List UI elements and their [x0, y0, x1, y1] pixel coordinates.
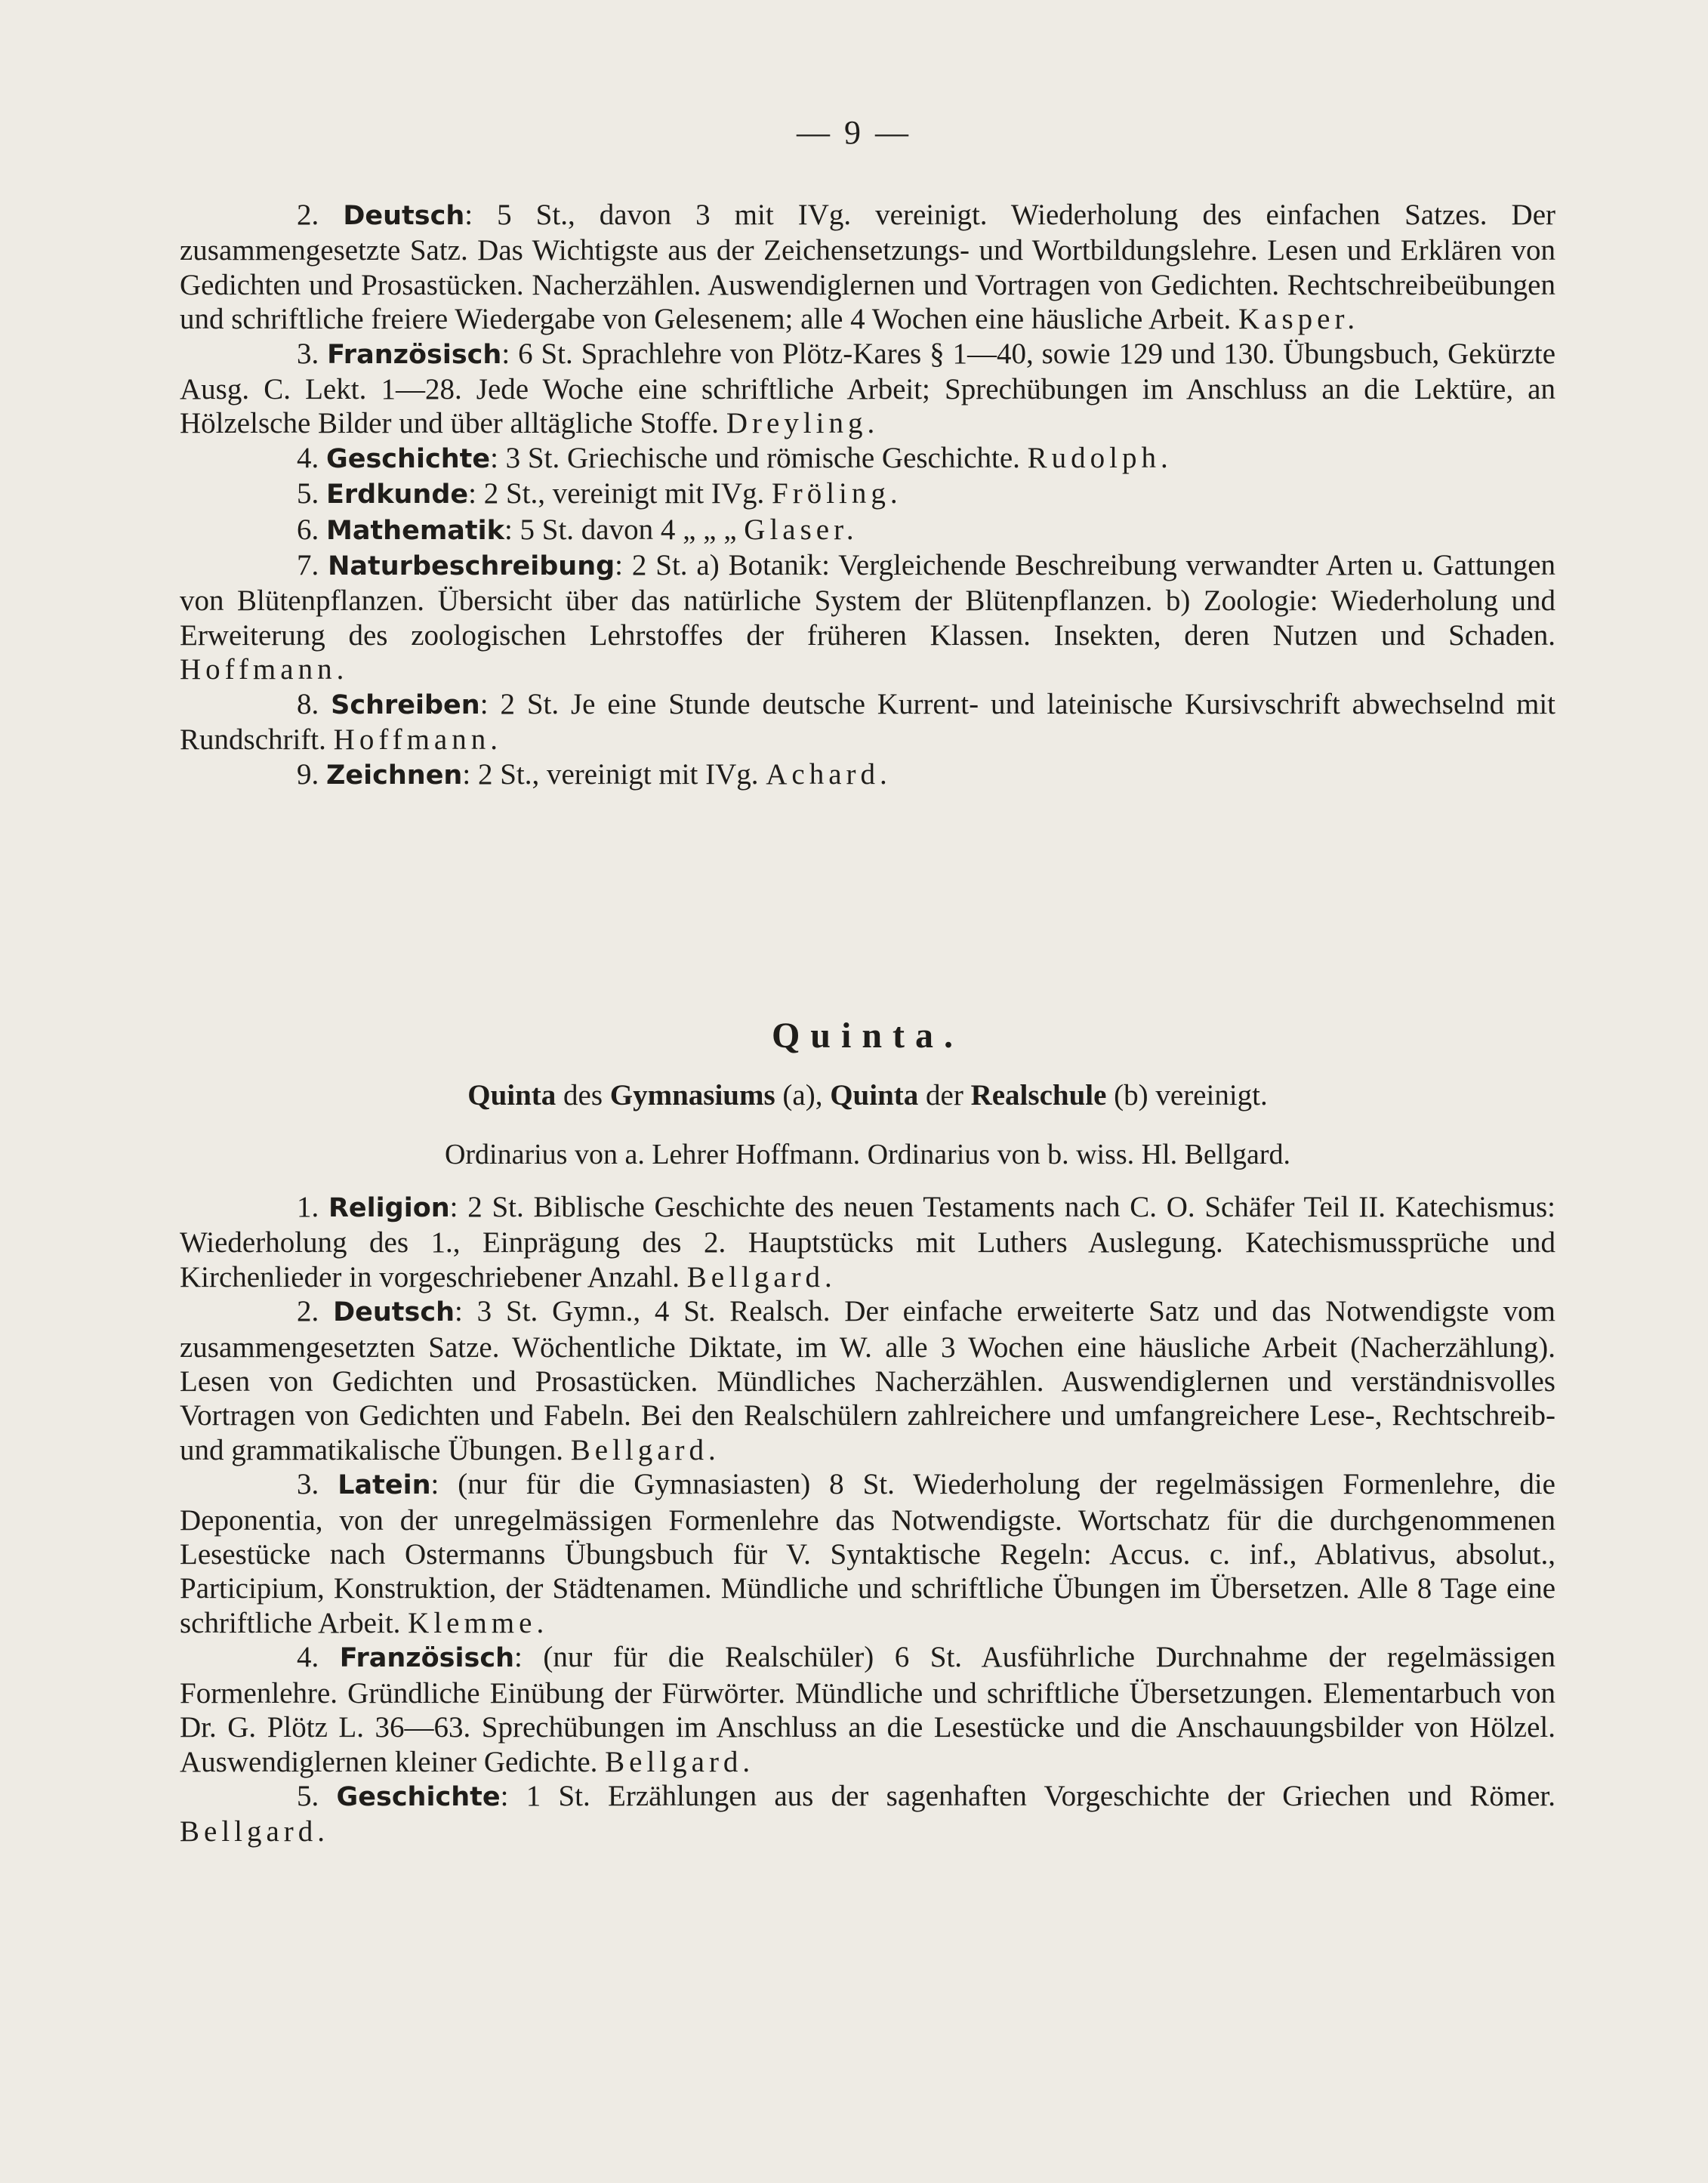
entry-text: : 3 St. Gymn., 4 St. Realsch. Der einfache erweiterte Satz und das Notwendigste vom zusammengesetzten Satze. Wöchentliche Diktate, im W. alle 3 Wochen eine häusliche Arbeit (Nacherzählung). Lesen von Gedichten und Prosastücken. Mündliches Nacherzählen. Auswendiglernen und verständnisvolles Vortragen von Gedichten und Fabeln. Bei den Realschülern zahlreichere und umfangreichere Lese-, Rechtschreib- und grammatikalische Übungen.: [180, 1295, 1556, 1466]
subheading-word: Gymnasiums: [609, 1079, 775, 1112]
entry-text: : 2 St., vereinigt mit IVg.: [468, 477, 765, 510]
page-number: — 9 —: [797, 114, 911, 151]
subheading-word: Quinta: [467, 1079, 556, 1112]
entry-number: 3.: [297, 1468, 319, 1501]
section-heading: Quinta.: [771, 1016, 964, 1056]
subject-heading: Deutsch: [343, 201, 465, 231]
entry-religion: [180, 1190, 1555, 1294]
entry-geschichte: [180, 1779, 1555, 1849]
teacher-name: Hoffmann.: [333, 723, 502, 757]
entry-franzoesisch: [180, 1640, 1555, 1779]
subheading-word: Quinta: [830, 1079, 919, 1112]
section-subheading: [180, 1077, 1555, 1115]
teacher-name: Fröling.: [772, 477, 902, 510]
subject-heading: Latein: [338, 1470, 431, 1501]
subheading-word: der: [926, 1079, 963, 1112]
teacher-name: Glaser.: [744, 513, 859, 546]
entry-number: 7.: [297, 549, 319, 582]
teacher-name: Bellgard.: [180, 1815, 330, 1848]
entry-latein: [180, 1467, 1555, 1640]
subject-list-upper: [180, 198, 1555, 793]
entry-text: : 1 St. Erzählungen aus der sagenhaften Vorgeschichte der Griechen und Römer.: [500, 1779, 1555, 1812]
entry-number: 2.: [297, 199, 319, 231]
entry-text: : 2 St. a) Botanik: Vergleichende Beschreibung verwandter Arten u. Gattungen von Blütenpflanzen. Übersicht über das natürliche System der Blütenpflanzen. b) Zoologie: Wiederholung und Erweiterung des zoologischen Lehrstoffes der früheren Klassen. Insekten, deren Nutzen und Schaden.: [180, 549, 1555, 652]
ordinarius-line: Ordinarius von a. Lehrer Hoffmann. Ordinarius von b. wiss. Hl. Bellgard.: [444, 1139, 1291, 1170]
entry-number: 5.: [297, 477, 319, 510]
subject-heading: Erdkunde: [326, 479, 469, 510]
entry-number: 6.: [297, 513, 319, 546]
entry-text: : (nur für die Realschüler) 6 St. Ausführliche Durchnahme der regelmässigen Formenlehre. Gründliche Einübung der Fürwörter. Mündliche und schriftliche Übersetzungen. Elementarbuch von Dr. G. Plötz L. 36—63. Sprechübungen im Anschluss an die Lesestücke und die Anschauungsbilder von Hölzel. Auswendiglernen kleiner Gedichte.: [180, 1641, 1555, 1778]
subject-heading: Zeichnen: [326, 760, 463, 791]
teacher-name: Klemme.: [408, 1606, 549, 1639]
subject-heading: Französisch: [339, 1643, 515, 1674]
entry-text: : 5 St. davon 4 „ „ „: [504, 513, 737, 546]
entry-text: : 5 St., davon 3 mit IVg. vereinigt. Wiederholung des einfachen Satzes. Der zusammengesetzte Satz. Das Wichtigste aus der Zeichensetzungs- und Wortbildungslehre. Lesen und Erklären von Gedichten und Prosastücken. Nacherzählen. Auswendiglernen und Vortragen von Gedichten. Rechtschreibeübungen und schriftliche freiere Wiedergabe von Gelesenem; alle 4 Wochen eine häusliche Arbeit.: [180, 199, 1556, 336]
teacher-name: Kasper.: [1238, 303, 1360, 336]
entry-number: 4.: [297, 1641, 319, 1674]
subject-heading: Französisch: [327, 339, 502, 370]
entry-text: : 2 St. Je eine Stunde deutsche Kurrent- und lateinische Kursivschrift abwechselnd mit Rundschrift.: [180, 687, 1555, 757]
subheading-word: (a),: [782, 1079, 823, 1112]
entry-text: : 3 St. Griechische und römische Geschichte.: [490, 441, 1020, 474]
subject-heading: Geschichte: [326, 443, 491, 474]
entry-number: 2.: [297, 1295, 319, 1328]
entry-franzoesisch: [180, 337, 1555, 441]
quinta-section: [180, 1012, 1555, 1849]
teacher-name: Bellgard.: [605, 1745, 755, 1778]
entry-text: : 2 St. Biblische Geschichte des neuen Testaments nach C. O. Schäfer Teil II. Katechismus: Wiederholung des 1., Einprägung des 2. Hauptstücks mit Luthers Auslegung. Katechismussprüche und Kirchenlieder in vorgeschriebener Anzahl.: [180, 1191, 1555, 1293]
entry-text: : (nur für die Gymnasiasten) 8 St. Wiederholung der regelmässigen Formenlehre, die Deponentia, von der unregelmässigen Formenlehre das Notwendigste. Wortschatz für die durchgenommenen Lesestücke nach Ostermanns Übungsbuch für V. Syntaktische Regeln: Accus. c. inf., Ablativus, absolut., Participium, Konstruktion, der Städtenamen. Mündliche und schriftliche Übungen im Übersetzen. Alle 8 Tage eine schriftliche Arbeit.: [180, 1468, 1555, 1639]
entry-number: 9.: [297, 757, 319, 791]
subheading-word: des: [563, 1079, 603, 1112]
entry-text: : 2 St., vereinigt mit IVg.: [462, 757, 759, 791]
entry-naturbeschreibung: [180, 548, 1555, 687]
entry-geschichte: [180, 441, 1555, 476]
entry-zeichnen: [180, 757, 1555, 793]
subject-heading: Religion: [328, 1193, 450, 1223]
entry-mathematik: [180, 513, 1555, 548]
subject-heading: Naturbeschreibung: [328, 551, 615, 582]
teacher-name: Dreyling.: [726, 407, 880, 440]
subject-heading: Deutsch: [333, 1297, 455, 1328]
subheading-word: Realschule: [970, 1079, 1107, 1112]
subject-heading: Schreiben: [331, 689, 480, 720]
teacher-name: Rudolph.: [1027, 441, 1173, 474]
teacher-name: Bellgard.: [686, 1260, 837, 1293]
subheading-word: (b) vereinigt.: [1114, 1079, 1268, 1112]
entry-number: 8.: [297, 687, 319, 720]
entry-text: : 6 St. Sprachlehre von Plötz-Kares § 1—40, sowie 129 und 130. Übungsbuch, Gekürzte Ausg. C. Lekt. 1—28. Jede Woche eine schriftliche Arbeit; Sprechübungen im Anschluss an die Lektüre, an Hölzelsche Bilder und über alltägliche Stoffe.: [180, 337, 1556, 440]
entry-number: 4.: [297, 441, 319, 474]
entry-erdkunde: [180, 476, 1555, 512]
entry-number: 5.: [297, 1779, 319, 1812]
teacher-name: Bellgard.: [570, 1433, 720, 1466]
teacher-name: Achard.: [766, 757, 892, 791]
subject-heading: Geschichte: [336, 1781, 501, 1812]
entry-number: 1.: [297, 1191, 319, 1223]
teacher-name: Hoffmann.: [180, 653, 349, 686]
entry-deutsch: [180, 198, 1555, 337]
entry-deutsch: [180, 1294, 1555, 1467]
entry-schreiben: [180, 687, 1555, 757]
entry-number: 3.: [297, 337, 319, 370]
subject-heading: Mathematik: [326, 515, 504, 546]
